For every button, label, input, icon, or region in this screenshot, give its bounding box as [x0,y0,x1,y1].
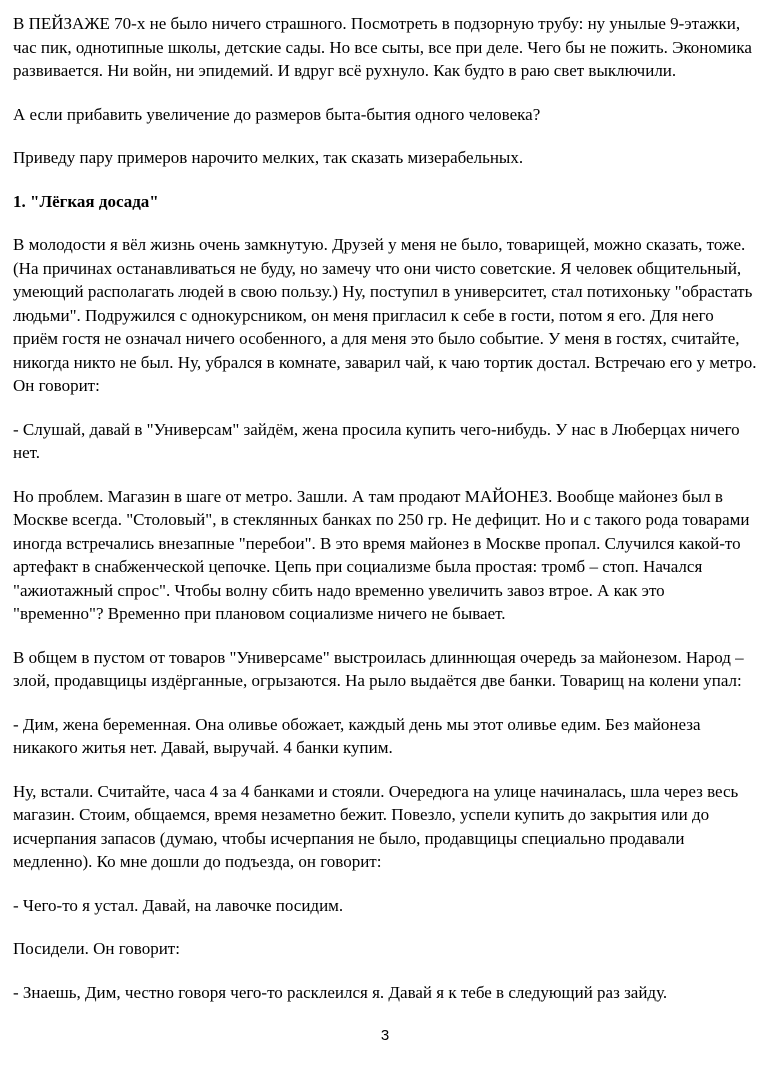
paragraph: - Дим, жена беременная. Она оливье обожает, каждый день мы этот оливье едим. Без майонеза никакого житья нет. Давай, выручай. 4 банки купим. [13,714,701,757]
paragraph: - Слушай, давай в "Универсам" зайдём, жена просила купить чего-нибудь. У нас в Люберцах ничего нет. [13,419,740,462]
paragraph: Приведу пару примеров нарочито мелких, так сказать мизерабельных. [13,148,524,167]
paragraph: - Знаешь, Дим, честно говоря чего-то расклеился я. Давай я к тебе в следующий раз зайду. [13,982,668,1002]
document-body [13,12,757,1004]
paragraph: Но проблем. Магазин в шаге от метро. Зашли. А там продают МАЙОНЕЗ. Вообще майонез был в Москве всегда. "Столовый", в стеклянных банках по 250 гр. Не дефицит. Но и с такого рода товарами иногда встречались внезапные "перебои". В это время майонез в Москве пропал. Случился какой-то артефакт в снабженческой цепочке. Цепь при социализме была простая: тромб – стоп. Начался "ажиотажный спрос". Чтобы волну сбить надо временно увеличить завоз втрое. А как это "временно"? Временно при плановом социализме ничего не бывает. [13,486,750,623]
paragraph: Посидели. Он говорит: [13,939,180,958]
paragraph: В общем в пустом от товаров "Универсаме" выстроилась длиннющая очередь за майонезом. Народ – злой, продавщицы издёрганные, огрызаются. На рыло выдаётся две банки. Товарищ на колени упал: [13,647,744,690]
section-heading: 1. "Лёгкая досада" [13,191,159,211]
paragraph: - Чего-то я устал. Давай, на лавочке посидим. [13,895,344,915]
paragraph: В ПЕЙЗАЖЕ 70-х не было ничего страшного. Посмотреть в подзорную трубу: ну унылые 9-этажки, час пик, однотипные школы, детские сады. Но все сыты, все при деле. Чего бы не пожить. Экономика развивается. Ни войн, ни эпидемий. И вдруг всё рухнуло. Как будто в раю свет выключили. [13,14,752,80]
paragraph: В молодости я вёл жизнь очень замкнутую. Друзей у меня не было, товарищей, можно сказать, тоже. (На причинах останавливаться не буду, но замечу что они чисто советские. Я человек общительный, умеющий располагать людей в свою пользу.) Ну, поступил в университет, стал потихоньку "обрастать людьми". Подружился с однокурсником, он меня пригласил к себе в гости, потом я его. Для него приём гостя не означал ничего особенного, а для меня это было событие. У меня в гостях, считайте, никогда никто не был. Ну, убрался в комнате, заварил чай, к чаю тортик достал. Встречаю его у метро. Он говорит: [13,235,757,395]
page-number: 3 [380,1027,390,1044]
paragraph: А если прибавить увеличение до размеров быта-бытия одного человека? [13,104,541,124]
paragraph: Ну, встали. Считайте, часа 4 за 4 банками и стояли. Очередюга на улице начиналась, шла через весь магазин. Стоим, общаемся, время незаметно бежит. Повезло, успели купить до закрытия или до исчерпания запасов (думаю, чтобы исчерпания не было, продавщицы специально продавали медленно). Ко мне дошли до подъезда, он говорит: [13,781,739,871]
